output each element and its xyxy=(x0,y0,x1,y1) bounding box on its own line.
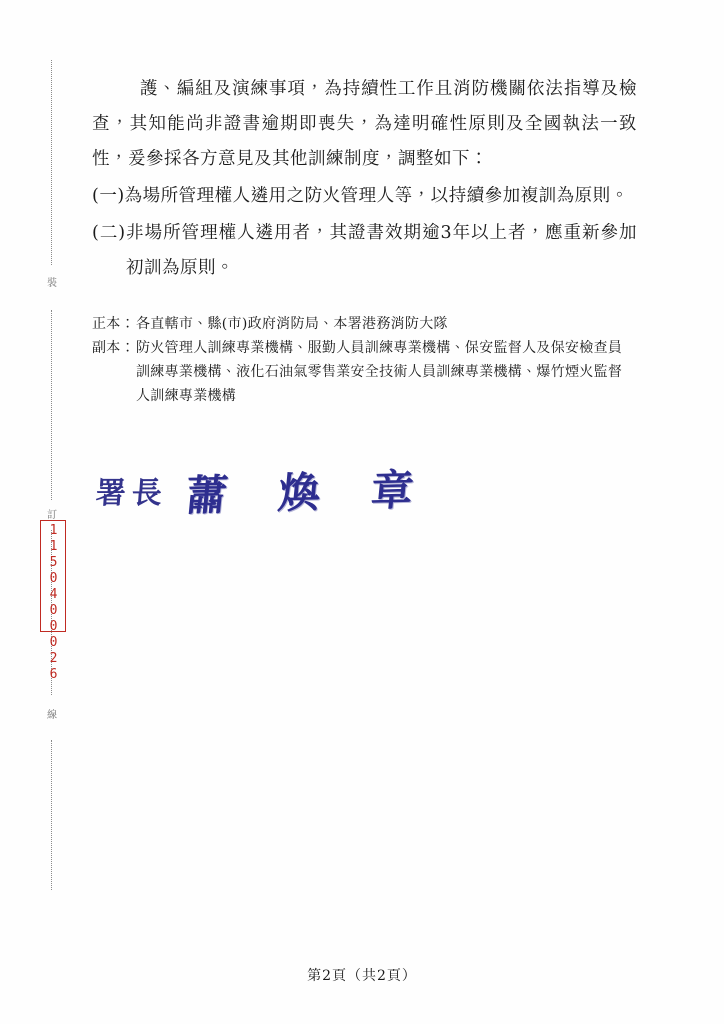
distribution-block xyxy=(92,312,637,408)
archive-number-stamp xyxy=(40,520,66,683)
distribution-copy-line-1: 防火管理人訓練專業機構、服勤人員訓練專業機構、保安監督人及保安檢查員 xyxy=(136,340,623,356)
distribution-primary-text: 各直轄市、縣(市)政府消防局、本署港務消防大隊 xyxy=(136,316,448,332)
paragraph-item-2: (二)非場所管理權人遴用者，其證書效期逾3年以上者，應重新參加初訓為原則。 xyxy=(92,223,637,278)
distribution-primary xyxy=(92,312,637,336)
distribution-primary-label: 正本： xyxy=(92,316,135,332)
dotted-line-segment xyxy=(51,310,53,500)
signature-name: 蕭 煥 章 xyxy=(183,464,434,521)
signature-block xyxy=(96,455,516,525)
paragraph-continuation: 護、編組及演練事項，為持續性工作且消防機關依法指導及檢查，其知能尚非證書逾期即喪失，為達明確性原則及全國執法一致性，爰參採各方意見及其他訓練制度，調整如下： xyxy=(92,79,637,169)
paragraph-item-1: (一)為場所管理權人遴用之防火管理人等，以持續參加複訓為原則。 xyxy=(92,186,629,206)
distribution-copy-label: 副本： xyxy=(92,340,135,356)
dotted-line-segment xyxy=(51,740,53,890)
page-footer: 第2頁（共2頁） xyxy=(307,968,417,984)
document-body xyxy=(92,72,637,408)
signature-title: 署長 xyxy=(94,476,169,511)
dotted-line-segment xyxy=(51,60,53,265)
distribution-copy xyxy=(92,336,637,360)
margin-mark-xian: 線 xyxy=(47,710,57,721)
archive-number-text: 1150400026 xyxy=(46,523,61,683)
margin-mark-zhuang: 裝 xyxy=(47,278,57,289)
distribution-copy-line-2: 訓練專業機構、液化石油氣零售業安全技術人員訓練專業機構、爆竹煙火監督 xyxy=(136,364,623,380)
distribution-copy-line-3: 人訓練專業機構 xyxy=(136,388,237,404)
margin-mark-ding: 訂 xyxy=(47,510,57,521)
